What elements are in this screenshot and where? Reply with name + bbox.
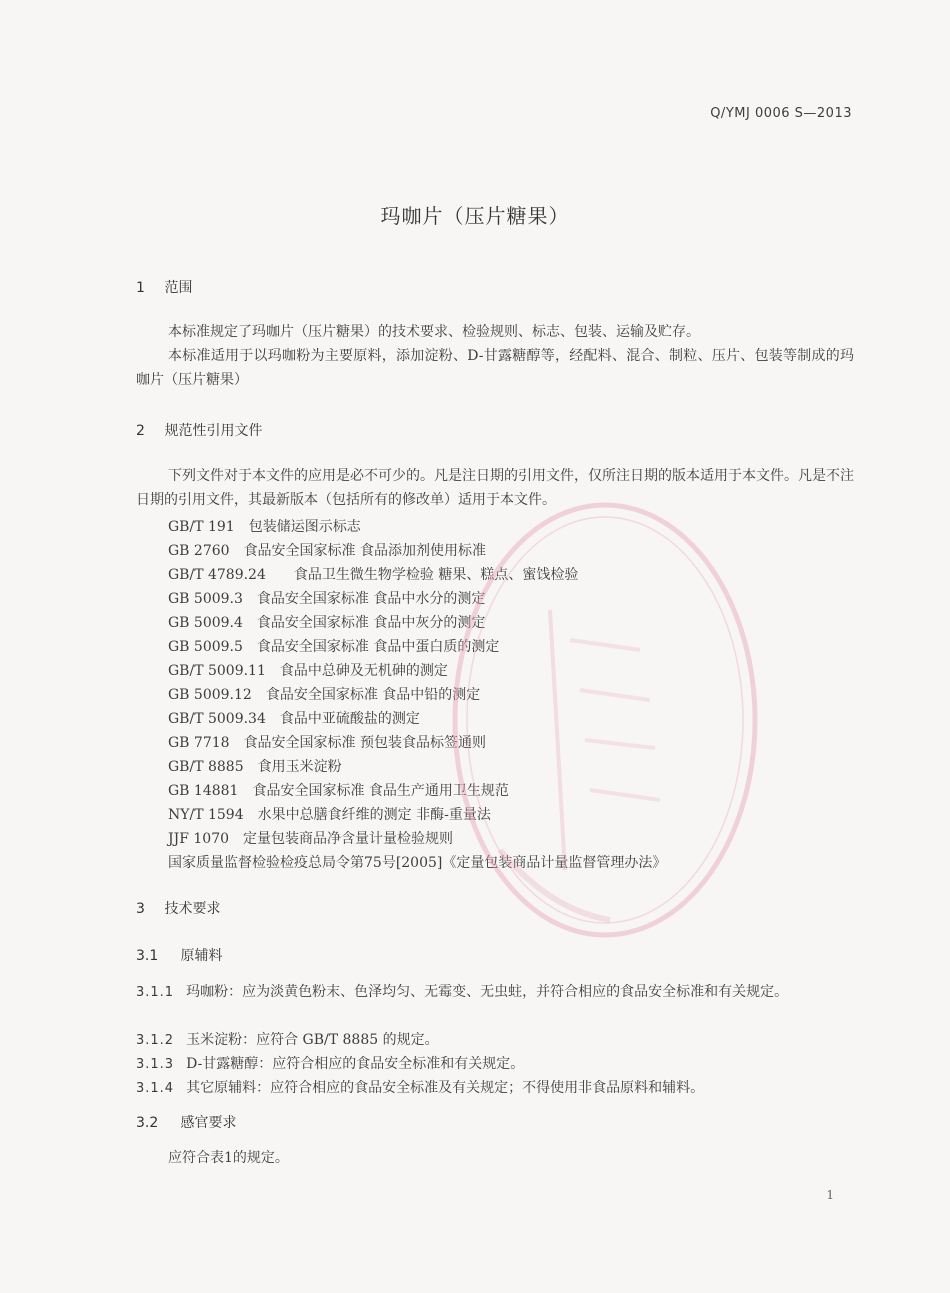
reference-item: GB 7718 食品安全国家标准 预包装食品标签通则 (168, 735, 487, 751)
section-title: 范围 (164, 280, 193, 296)
scope-paragraph-1: 本标准规定了玛咖片（压片糖果）的技术要求、检验规则、标志、包装、运输及贮存。 (168, 324, 700, 340)
reference-item: GB 5009.12 食品安全国家标准 食品中铅的测定 (168, 687, 481, 703)
reference-item: GB 14881 食品安全国家标准 食品生产通用卫生规范 (168, 783, 509, 799)
references-intro: 下列文件对于本文件的应用是必不可少的。凡是注日期的引用文件，仅所注日期的版本适用于本文件。凡是不注日期的引用文件，其最新版本（包括所有的修改单）适用于本文件。 (136, 468, 854, 508)
section-number: 3.2 (136, 1115, 159, 1131)
section-heading-raw-materials (136, 945, 222, 965)
reference-item: NY/T 1594 水果中总膳食纤维的测定 非酶-重量法 (168, 807, 491, 823)
section-heading-technical-requirements (136, 898, 220, 918)
clause-mannitol: 3.1.3 D-甘露糖醇：应符合相应的食品安全标准和有关规定。 (136, 1056, 525, 1072)
document-title: 玛咖片（压片糖果） (380, 204, 570, 228)
sensory-text: 应符合表1的规定。 (168, 1150, 289, 1166)
section-heading-sensory (136, 1112, 236, 1132)
clause-other-materials: 3.1.4 其它原辅料：应符合相应的食品安全标准及有关规定；不得使用非食品原料和辅料。 (136, 1080, 705, 1096)
reference-item: GB/T 191 包装储运图示标志 (168, 519, 361, 535)
clause-corn-starch: 3.1.2 玉米淀粉：应符合 GB/T 8885 的规定。 (136, 1032, 439, 1048)
document-code: Q/YMJ 0006 S—2013 (710, 106, 852, 121)
section-title: 规范性引用文件 (164, 423, 263, 439)
page-number: 1 (826, 1188, 834, 1202)
section-number: 1 (136, 280, 145, 296)
section-number: 3 (136, 901, 145, 917)
clause-maca-powder: 3.1.1 玛咖粉：应为淡黄色粉末、色泽均匀、无霉变、无虫蛀，并符合相应的食品安全标准和有关规定。 (136, 984, 789, 1000)
reference-item: GB 5009.3 食品安全国家标准 食品中水分的测定 (168, 591, 486, 607)
section-title: 原辅料 (180, 948, 223, 964)
reference-item: GB/T 8885 食用玉米淀粉 (168, 759, 342, 775)
reference-item: GB/T 5009.34 食品中亚硫酸盐的测定 (168, 711, 420, 727)
scope-paragraph-2: 本标准适用于以玛咖粉为主要原料，添加淀粉、D-甘露糖醇等，经配料、混合、制粒、压片、包装等制成的玛咖片（压片糖果） (136, 348, 854, 388)
reference-item: GB 5009.5 食品安全国家标准 食品中蛋白质的测定 (168, 639, 500, 655)
section-heading-references (136, 420, 262, 440)
company-seal-stamp (440, 490, 770, 950)
section-number: 2 (136, 423, 145, 439)
reference-item: GB/T 4789.24 食品卫生微生物学检验 糖果、糕点、蜜饯检验 (168, 567, 579, 583)
reference-item: JJF 1070 定量包装商品净含量计量检验规则 (168, 831, 454, 847)
section-title: 感官要求 (180, 1115, 237, 1131)
section-heading-scope (136, 277, 192, 297)
section-title: 技术要求 (164, 901, 221, 917)
reference-item: 国家质量监督检验检疫总局令第75号[2005]《定量包装商品计量监督管理办法》 (168, 855, 667, 871)
reference-item: GB 5009.4 食品安全国家标准 食品中灰分的测定 (168, 615, 486, 631)
section-number: 3.1 (136, 948, 159, 964)
reference-item: GB/T 5009.11 食品中总砷及无机砷的测定 (168, 663, 448, 679)
reference-item: GB 2760 食品安全国家标准 食品添加剂使用标准 (168, 543, 487, 559)
